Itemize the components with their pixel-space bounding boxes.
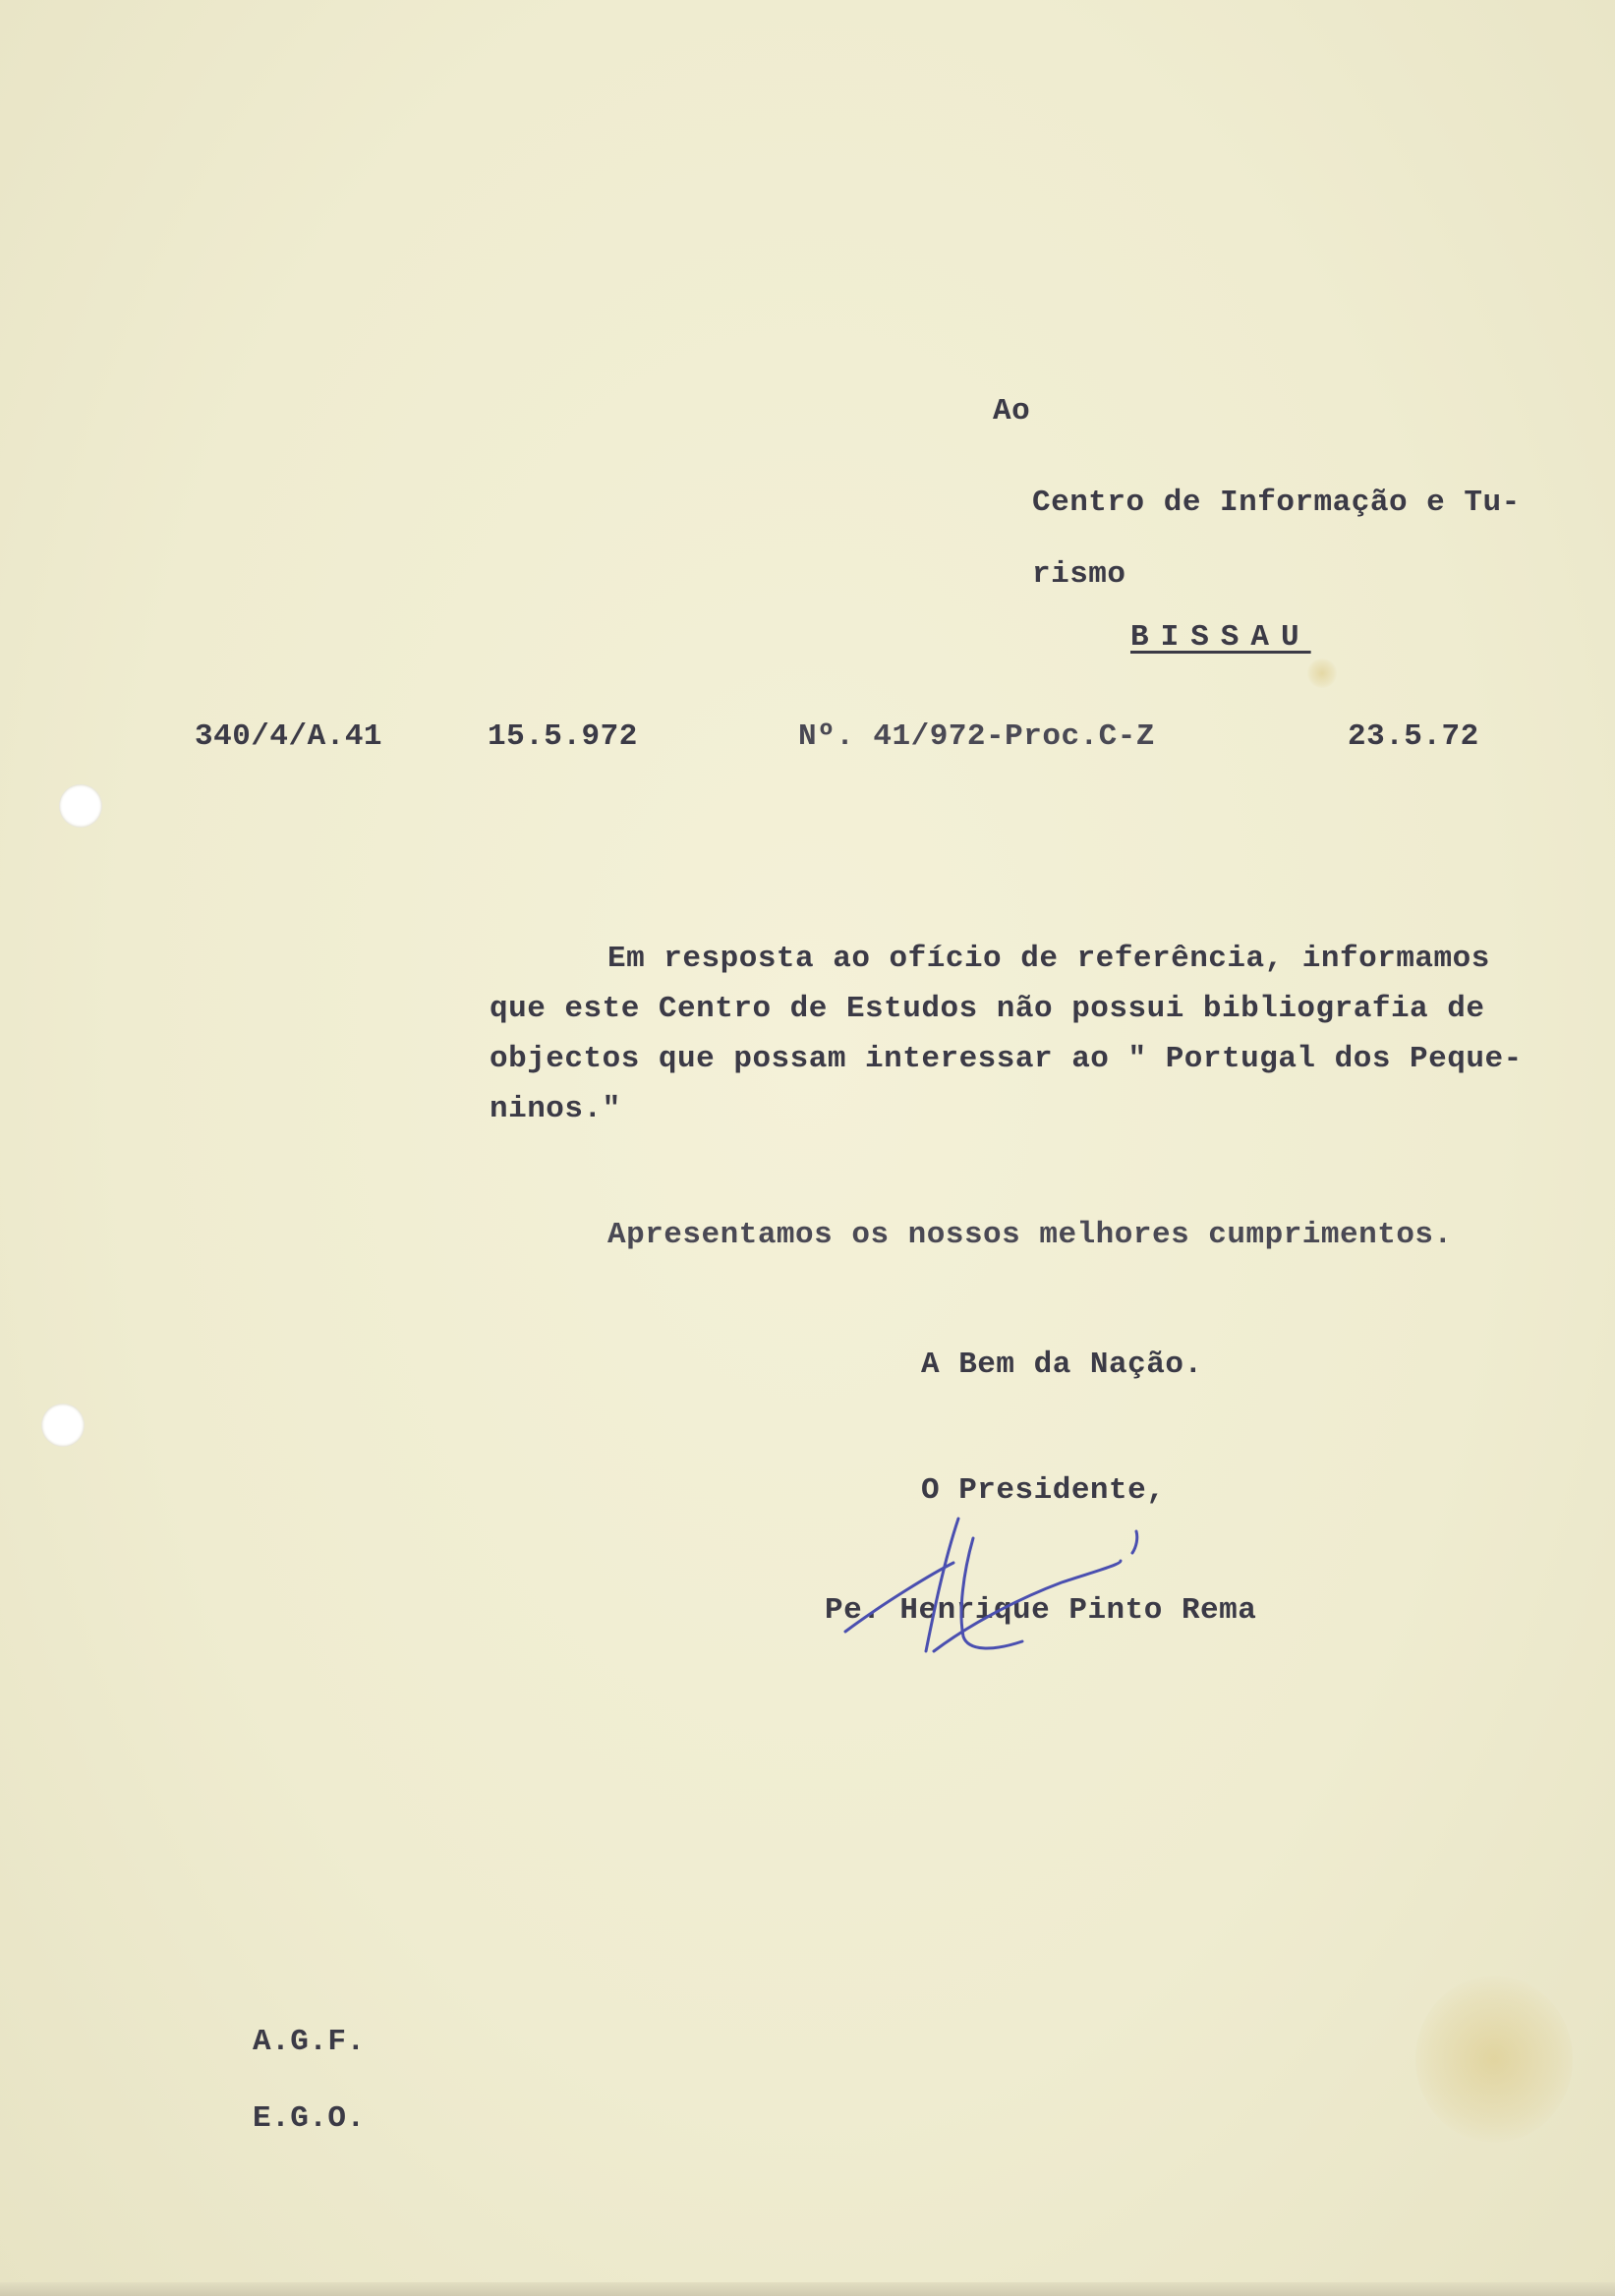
paper-stain-small bbox=[1307, 659, 1337, 688]
paper-stain bbox=[1415, 1976, 1573, 2143]
punch-hole-bottom bbox=[41, 1404, 85, 1447]
initials-1: A.G.F. bbox=[253, 2025, 366, 2059]
outgoing-number: Nº. 41/972-Proc.C-Z bbox=[798, 719, 1155, 754]
signatory-name: Pe. Henrique Pinto Rema bbox=[825, 1593, 1257, 1628]
reference-date: 15.5.972 bbox=[488, 719, 638, 754]
recipient-city: BISSAU bbox=[1130, 620, 1311, 655]
body-line-3: objectos que possam interessar ao " Portugal dos Peque- bbox=[490, 1042, 1523, 1076]
motto: A Bem da Nação. bbox=[921, 1348, 1203, 1382]
letter-date: 23.5.72 bbox=[1348, 719, 1479, 754]
punch-hole-top bbox=[59, 784, 102, 828]
salutation: Ao bbox=[993, 394, 1031, 429]
body-line-4: ninos." bbox=[490, 1092, 621, 1126]
initials-2: E.G.O. bbox=[253, 2101, 366, 2136]
signatory-title: O Presidente, bbox=[921, 1473, 1166, 1508]
paper-bottom-edge bbox=[0, 2282, 1615, 2296]
body-line-2: que este Centro de Estudos não possui bibliografia de bbox=[490, 992, 1485, 1026]
handwritten-signature bbox=[826, 1504, 1180, 1661]
closing-line: Apresentamos os nossos melhores cumprimentos. bbox=[607, 1218, 1453, 1252]
body-line-1: Em resposta ao ofício de referência, informamos bbox=[607, 942, 1490, 976]
reference-code: 340/4/A.41 bbox=[195, 719, 383, 754]
recipient-line-1: Centro de Informação e Tu- bbox=[1032, 486, 1521, 520]
recipient-line-2: rismo bbox=[1032, 557, 1126, 592]
